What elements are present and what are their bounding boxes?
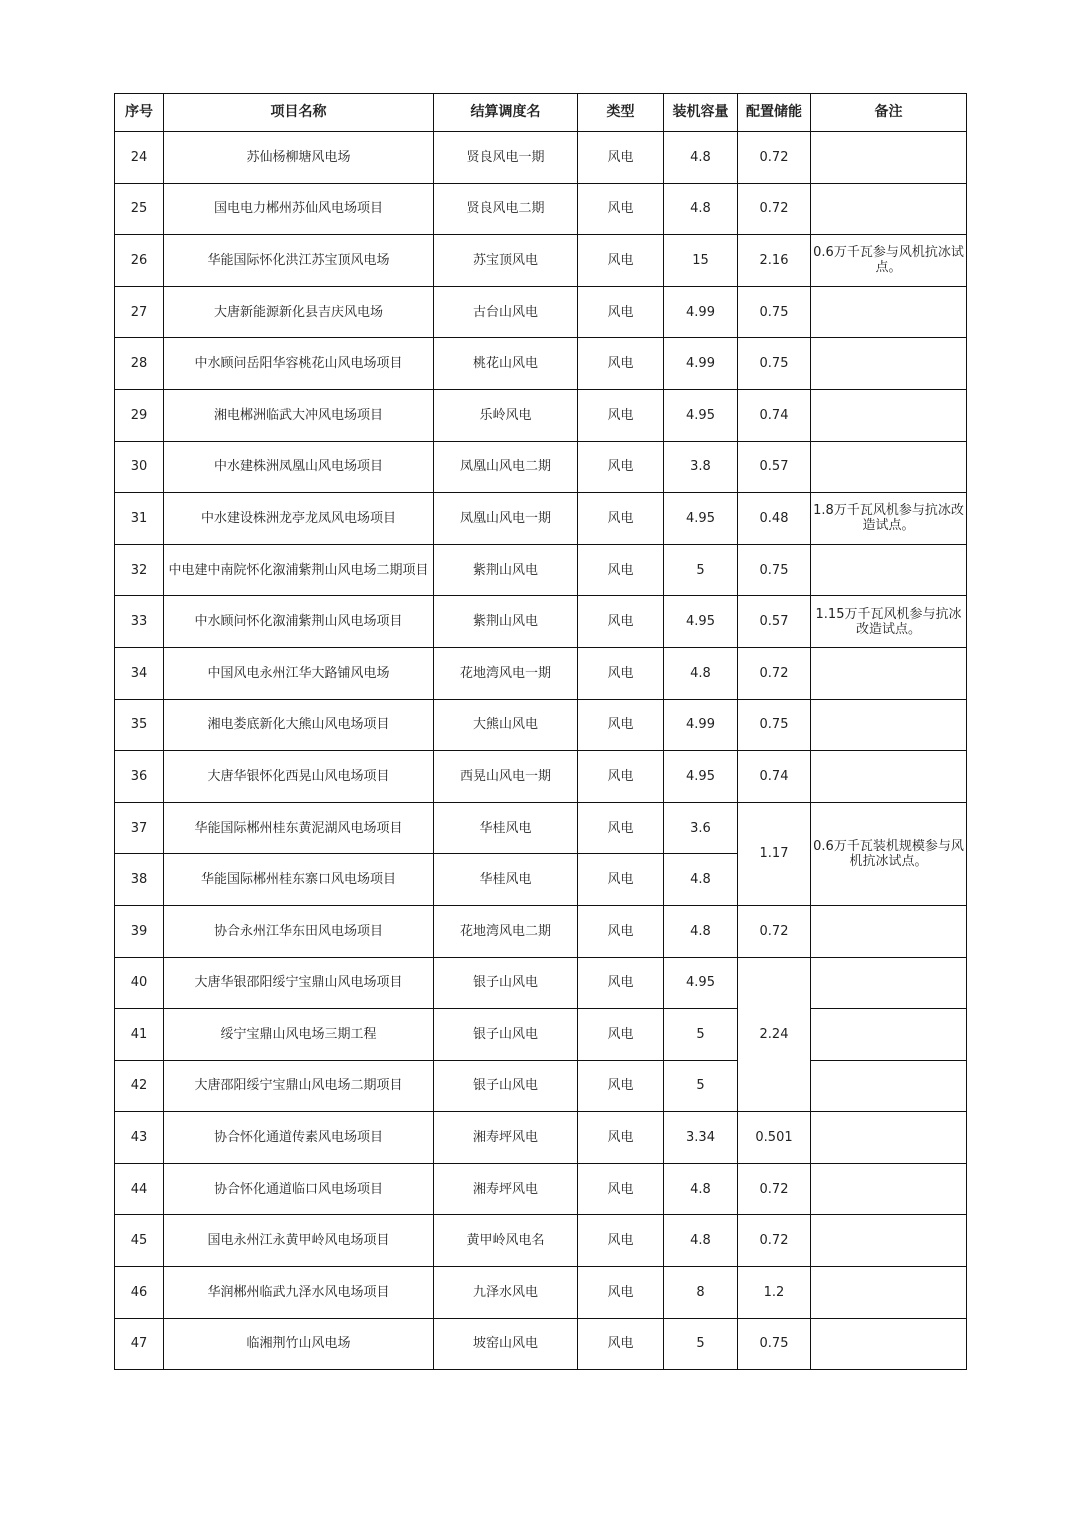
note	[811, 544, 967, 596]
project-type: 风电	[578, 1267, 664, 1319]
project-type: 风电	[578, 1112, 664, 1164]
row-no: 32	[115, 544, 164, 596]
dispatch-name: 凤凰山风电二期	[434, 441, 578, 493]
row-no: 34	[115, 647, 164, 699]
capacity: 4.95	[664, 389, 738, 441]
project-name: 大唐华银怀化西晃山风电场项目	[164, 751, 434, 803]
row-no: 35	[115, 699, 164, 751]
project-type: 风电	[578, 699, 664, 751]
dispatch-name: 贤良风电二期	[434, 183, 578, 235]
capacity: 4.99	[664, 699, 738, 751]
project-type: 风电	[578, 132, 664, 184]
project-name: 中水建设株洲龙亭龙凤风电场项目	[164, 493, 434, 545]
capacity: 4.8	[664, 132, 738, 184]
project-name: 临湘荆竹山风电场	[164, 1318, 434, 1370]
storage: 0.74	[738, 389, 811, 441]
dispatch-name: 乐岭风电	[434, 389, 578, 441]
row-no: 24	[115, 132, 164, 184]
note	[811, 183, 967, 235]
project-name: 大唐新能源新化县吉庆风电场	[164, 286, 434, 338]
storage: 0.75	[738, 544, 811, 596]
dispatch-name: 湘寿坪风电	[434, 1163, 578, 1215]
dispatch-name: 银子山风电	[434, 957, 578, 1009]
table-row	[115, 751, 967, 803]
dispatch-name: 花地湾风电二期	[434, 905, 578, 957]
dispatch-name: 紫荆山风电	[434, 596, 578, 648]
storage: 0.75	[738, 699, 811, 751]
capacity: 3.34	[664, 1112, 738, 1164]
dispatch-name: 凤凰山风电一期	[434, 493, 578, 545]
storage: 0.75	[738, 338, 811, 390]
table-row	[115, 1060, 967, 1112]
storage: 1.17	[738, 802, 811, 905]
row-no: 42	[115, 1060, 164, 1112]
note	[811, 286, 967, 338]
storage: 2.24	[738, 957, 811, 1112]
project-type: 风电	[578, 183, 664, 235]
header-dispatch: 结算调度名	[434, 94, 578, 132]
header-capacity: 装机容量	[664, 94, 738, 132]
storage: 0.72	[738, 905, 811, 957]
dispatch-name: 苏宝顶风电	[434, 235, 578, 287]
dispatch-name: 坡窑山风电	[434, 1318, 578, 1370]
table-row	[115, 1267, 967, 1319]
row-no: 31	[115, 493, 164, 545]
note	[811, 1112, 967, 1164]
table-row	[115, 1215, 967, 1267]
project-name: 中水建株洲凤凰山风电场项目	[164, 441, 434, 493]
capacity: 4.8	[664, 1215, 738, 1267]
table-row	[115, 1009, 967, 1061]
dispatch-name: 花地湾风电一期	[434, 647, 578, 699]
capacity: 4.95	[664, 751, 738, 803]
table-row	[115, 802, 967, 854]
project-type: 风电	[578, 957, 664, 1009]
project-name: 湘电娄底新化大熊山风电场项目	[164, 699, 434, 751]
wind-project-table	[114, 93, 967, 1370]
storage: 0.75	[738, 1318, 811, 1370]
project-type: 风电	[578, 338, 664, 390]
table-row	[115, 1112, 967, 1164]
row-no: 44	[115, 1163, 164, 1215]
note: 0.6万千瓦装机规模参与风机抗冰试点。	[811, 802, 967, 905]
table-row	[115, 544, 967, 596]
project-type: 风电	[578, 441, 664, 493]
capacity: 4.8	[664, 854, 738, 906]
header-note: 备注	[811, 94, 967, 132]
dispatch-name: 银子山风电	[434, 1009, 578, 1061]
table-row	[115, 647, 967, 699]
capacity: 8	[664, 1267, 738, 1319]
capacity: 3.6	[664, 802, 738, 854]
project-name: 中水顾问怀化溆浦紫荆山风电场项目	[164, 596, 434, 648]
row-no: 30	[115, 441, 164, 493]
dispatch-name: 华桂风电	[434, 802, 578, 854]
note: 1.8万千瓦风机参与抗冰改造试点。	[811, 493, 967, 545]
note: 1.15万千瓦风机参与抗冰改造试点。	[811, 596, 967, 648]
row-no: 28	[115, 338, 164, 390]
project-name: 华能国际怀化洪江苏宝顶风电场	[164, 235, 434, 287]
row-no: 45	[115, 1215, 164, 1267]
note	[811, 1163, 967, 1215]
note	[811, 389, 967, 441]
dispatch-name: 黄甲岭风电名	[434, 1215, 578, 1267]
storage: 0.48	[738, 493, 811, 545]
project-type: 风电	[578, 493, 664, 545]
project-type: 风电	[578, 596, 664, 648]
dispatch-name: 紫荆山风电	[434, 544, 578, 596]
storage: 0.75	[738, 286, 811, 338]
dispatch-name: 九泽水风电	[434, 1267, 578, 1319]
project-name: 国电永州江永黄甲岭风电场项目	[164, 1215, 434, 1267]
project-type: 风电	[578, 235, 664, 287]
project-name: 中电建中南院怀化溆浦紫荆山风电场二期项目	[164, 544, 434, 596]
row-no: 39	[115, 905, 164, 957]
note	[811, 1215, 967, 1267]
header-row	[115, 94, 967, 132]
note	[811, 338, 967, 390]
project-name: 绥宁宝鼎山风电场三期工程	[164, 1009, 434, 1061]
dispatch-name: 桃花山风电	[434, 338, 578, 390]
table-row	[115, 389, 967, 441]
table-row	[115, 338, 967, 390]
dispatch-name: 湘寿坪风电	[434, 1112, 578, 1164]
row-no: 29	[115, 389, 164, 441]
capacity: 4.95	[664, 596, 738, 648]
storage: 1.2	[738, 1267, 811, 1319]
table-row	[115, 957, 967, 1009]
dispatch-name: 华桂风电	[434, 854, 578, 906]
note	[811, 1009, 967, 1061]
note	[811, 1060, 967, 1112]
capacity: 15	[664, 235, 738, 287]
note	[811, 441, 967, 493]
capacity: 4.99	[664, 286, 738, 338]
table-row	[115, 441, 967, 493]
note: 0.6万千瓦参与风机抗冰试点。	[811, 235, 967, 287]
project-name: 华能国际郴州桂东黄泥湖风电场项目	[164, 802, 434, 854]
storage: 0.501	[738, 1112, 811, 1164]
row-no: 37	[115, 802, 164, 854]
project-type: 风电	[578, 1318, 664, 1370]
project-name: 华润郴州临武九泽水风电场项目	[164, 1267, 434, 1319]
project-name: 大唐邵阳绥宁宝鼎山风电场二期项目	[164, 1060, 434, 1112]
project-type: 风电	[578, 286, 664, 338]
storage: 2.16	[738, 235, 811, 287]
table-row	[115, 235, 967, 287]
capacity: 4.8	[664, 183, 738, 235]
project-name: 大唐华银邵阳绥宁宝鼎山风电场项目	[164, 957, 434, 1009]
storage: 0.72	[738, 183, 811, 235]
dispatch-name: 银子山风电	[434, 1060, 578, 1112]
table-row	[115, 183, 967, 235]
project-name: 中国风电永州江华大路铺风电场	[164, 647, 434, 699]
row-no: 33	[115, 596, 164, 648]
capacity: 4.8	[664, 905, 738, 957]
project-name: 协合永州江华东田风电场项目	[164, 905, 434, 957]
row-no: 40	[115, 957, 164, 1009]
storage: 0.72	[738, 1163, 811, 1215]
project-type: 风电	[578, 1009, 664, 1061]
table-row	[115, 493, 967, 545]
capacity: 4.8	[664, 1163, 738, 1215]
project-type: 风电	[578, 854, 664, 906]
note	[811, 699, 967, 751]
project-name: 华能国际郴州桂东寨口风电场项目	[164, 854, 434, 906]
row-no: 46	[115, 1267, 164, 1319]
capacity: 3.8	[664, 441, 738, 493]
note	[811, 957, 967, 1009]
table-row	[115, 286, 967, 338]
project-name: 苏仙杨柳塘风电场	[164, 132, 434, 184]
storage: 0.57	[738, 596, 811, 648]
table-row	[115, 699, 967, 751]
capacity: 5	[664, 1009, 738, 1061]
project-type: 风电	[578, 1060, 664, 1112]
table-row	[115, 1318, 967, 1370]
capacity: 5	[664, 1318, 738, 1370]
capacity: 4.99	[664, 338, 738, 390]
capacity: 5	[664, 544, 738, 596]
table-row	[115, 596, 967, 648]
row-no: 27	[115, 286, 164, 338]
table-row	[115, 132, 967, 184]
project-type: 风电	[578, 751, 664, 803]
project-type: 风电	[578, 389, 664, 441]
note	[811, 132, 967, 184]
project-type: 风电	[578, 544, 664, 596]
project-type: 风电	[578, 647, 664, 699]
dispatch-name: 古台山风电	[434, 286, 578, 338]
note	[811, 751, 967, 803]
row-no: 41	[115, 1009, 164, 1061]
header-name: 项目名称	[164, 94, 434, 132]
note	[811, 905, 967, 957]
dispatch-name: 大熊山风电	[434, 699, 578, 751]
storage: 0.57	[738, 441, 811, 493]
project-name: 国电电力郴州苏仙风电场项目	[164, 183, 434, 235]
note	[811, 1267, 967, 1319]
row-no: 43	[115, 1112, 164, 1164]
row-no: 47	[115, 1318, 164, 1370]
project-name: 中水顾问岳阳华容桃花山风电场项目	[164, 338, 434, 390]
row-no: 36	[115, 751, 164, 803]
project-type: 风电	[578, 905, 664, 957]
capacity: 5	[664, 1060, 738, 1112]
header-type: 类型	[578, 94, 664, 132]
table-row	[115, 1163, 967, 1215]
row-no: 38	[115, 854, 164, 906]
project-name: 协合怀化通道传素风电场项目	[164, 1112, 434, 1164]
row-no: 26	[115, 235, 164, 287]
storage: 0.72	[738, 647, 811, 699]
storage: 0.74	[738, 751, 811, 803]
header-no: 序号	[115, 94, 164, 132]
row-no: 25	[115, 183, 164, 235]
note	[811, 647, 967, 699]
project-type: 风电	[578, 1215, 664, 1267]
project-name: 湘电郴洲临武大冲风电场项目	[164, 389, 434, 441]
dispatch-name: 西晃山风电一期	[434, 751, 578, 803]
note	[811, 1318, 967, 1370]
storage: 0.72	[738, 132, 811, 184]
project-type: 风电	[578, 1163, 664, 1215]
capacity: 4.95	[664, 493, 738, 545]
project-type: 风电	[578, 802, 664, 854]
dispatch-name: 贤良风电一期	[434, 132, 578, 184]
capacity: 4.8	[664, 647, 738, 699]
capacity: 4.95	[664, 957, 738, 1009]
storage: 0.72	[738, 1215, 811, 1267]
table-row	[115, 905, 967, 957]
header-storage: 配置储能	[738, 94, 811, 132]
project-name: 协合怀化通道临口风电场项目	[164, 1163, 434, 1215]
